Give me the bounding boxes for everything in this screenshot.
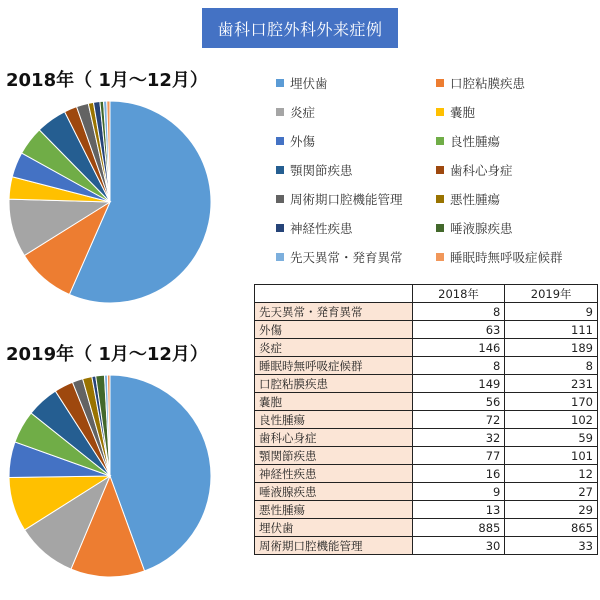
table-row (255, 537, 598, 555)
legend-item (436, 155, 592, 184)
pie-title-2019: 2019年（ 1月〜12月） (6, 344, 208, 365)
table-cell-category: 先天異常・発育異常 (255, 303, 413, 321)
table-cell-2019: 865 (505, 519, 598, 537)
table-cell-2018: 9 (412, 483, 505, 501)
table-row (255, 429, 598, 447)
table-header-corner (255, 285, 413, 303)
pie-chart-2019 (0, 366, 240, 586)
table-header-2018: 2018年 (412, 285, 505, 303)
table-cell-2019: 9 (505, 303, 598, 321)
legend-item (436, 68, 592, 97)
table-cell-category: 埋伏歯 (255, 519, 413, 537)
legend-swatch (436, 108, 444, 116)
legend-item (436, 126, 592, 155)
table-cell-category: 悪性腫瘍 (255, 501, 413, 519)
legend-item (276, 184, 436, 213)
table-cell-2018: 16 (412, 465, 505, 483)
legend-item (276, 97, 436, 126)
legend-swatch (436, 195, 444, 203)
legend-swatch (276, 224, 284, 232)
table-row (255, 519, 598, 537)
table-row (255, 393, 598, 411)
legend-item (276, 242, 436, 271)
table-cell-2019: 59 (505, 429, 598, 447)
legend-swatch (276, 166, 284, 174)
legend-label: 神経性疾患 (290, 220, 353, 236)
legend-label: 炎症 (290, 104, 316, 120)
legend-label: 悪性腫瘍 (450, 191, 501, 207)
table-cell-2019: 33 (505, 537, 598, 555)
legend-item (436, 213, 592, 242)
table-cell-category: 周術期口腔機能管理 (255, 537, 413, 555)
table-cell-category: 良性腫瘍 (255, 411, 413, 429)
table-cell-2018: 8 (412, 303, 505, 321)
table-header-row (255, 285, 598, 303)
legend-item (276, 126, 436, 155)
table-cell-2019: 12 (505, 465, 598, 483)
legend-label: 嚢胞 (450, 104, 476, 120)
table-cell-category: 歯科心身症 (255, 429, 413, 447)
legend-label: 外傷 (290, 133, 316, 149)
legend-swatch (436, 224, 444, 232)
legend-swatch (436, 137, 444, 145)
table-row (255, 501, 598, 519)
table-cell-category: 唾液腺疾患 (255, 483, 413, 501)
legend-label: 先天異常・発育異常 (290, 249, 403, 265)
legend-item (276, 213, 436, 242)
table-row (255, 465, 598, 483)
legend-label: 睡眠時無呼吸症候群 (450, 249, 563, 265)
legend-swatch (276, 137, 284, 145)
table-cell-2018: 885 (412, 519, 505, 537)
table-cell-category: 睡眠時無呼吸症候群 (255, 357, 413, 375)
legend-label: 歯科心身症 (450, 162, 513, 178)
table-cell-category: 顎関節疾患 (255, 447, 413, 465)
table-cell-category: 神経性疾患 (255, 465, 413, 483)
legend (276, 68, 592, 271)
table-cell-2018: 32 (412, 429, 505, 447)
chart-title: 歯科口腔外科外来症例 (202, 8, 398, 48)
legend-swatch (436, 79, 444, 87)
table-cell-2019: 8 (505, 357, 598, 375)
legend-swatch (276, 253, 284, 261)
table-cell-category: 炎症 (255, 339, 413, 357)
table-cell-2019: 101 (505, 447, 598, 465)
table-cell-2019: 170 (505, 393, 598, 411)
pie-chart-2018 (0, 92, 240, 312)
legend-label: 埋伏歯 (290, 75, 328, 91)
legend-item (276, 155, 436, 184)
table-row (255, 447, 598, 465)
legend-swatch (436, 253, 444, 261)
legend-label: 顎関節疾患 (290, 162, 353, 178)
table-cell-2019: 102 (505, 411, 598, 429)
table-cell-2018: 8 (412, 357, 505, 375)
table-row (255, 321, 598, 339)
legend-item (436, 242, 592, 271)
table-cell-2019: 111 (505, 321, 598, 339)
table-cell-2019: 29 (505, 501, 598, 519)
legend-label: 良性腫瘍 (450, 133, 501, 149)
legend-label: 口腔粘膜疾患 (450, 75, 526, 91)
legend-swatch (436, 166, 444, 174)
table-cell-2018: 146 (412, 339, 505, 357)
table-cell-2019: 189 (505, 339, 598, 357)
legend-swatch (276, 195, 284, 203)
table-cell-2018: 30 (412, 537, 505, 555)
legend-label: 周術期口腔機能管理 (290, 191, 403, 207)
table-cell-2018: 56 (412, 393, 505, 411)
legend-item (436, 184, 592, 213)
table-cell-2019: 27 (505, 483, 598, 501)
table-row (255, 303, 598, 321)
table-row (255, 339, 598, 357)
table-row (255, 375, 598, 393)
pie-title-2018: 2018年（ 1月〜12月） (6, 70, 208, 91)
table-cell-2018: 149 (412, 375, 505, 393)
legend-label: 唾液腺疾患 (450, 220, 513, 236)
table-row (255, 483, 598, 501)
table-cell-2018: 63 (412, 321, 505, 339)
legend-item (436, 97, 592, 126)
table-cell-2018: 77 (412, 447, 505, 465)
table-cell-category: 外傷 (255, 321, 413, 339)
table-row (255, 411, 598, 429)
table-cell-category: 嚢胞 (255, 393, 413, 411)
legend-item (276, 68, 436, 97)
legend-swatch (276, 108, 284, 116)
table-cell-2018: 72 (412, 411, 505, 429)
data-table (254, 284, 598, 555)
table-row (255, 357, 598, 375)
table-cell-category: 口腔粘膜疾患 (255, 375, 413, 393)
table-header-2019: 2019年 (505, 285, 598, 303)
table-cell-2019: 231 (505, 375, 598, 393)
table-cell-2018: 13 (412, 501, 505, 519)
legend-swatch (276, 79, 284, 87)
